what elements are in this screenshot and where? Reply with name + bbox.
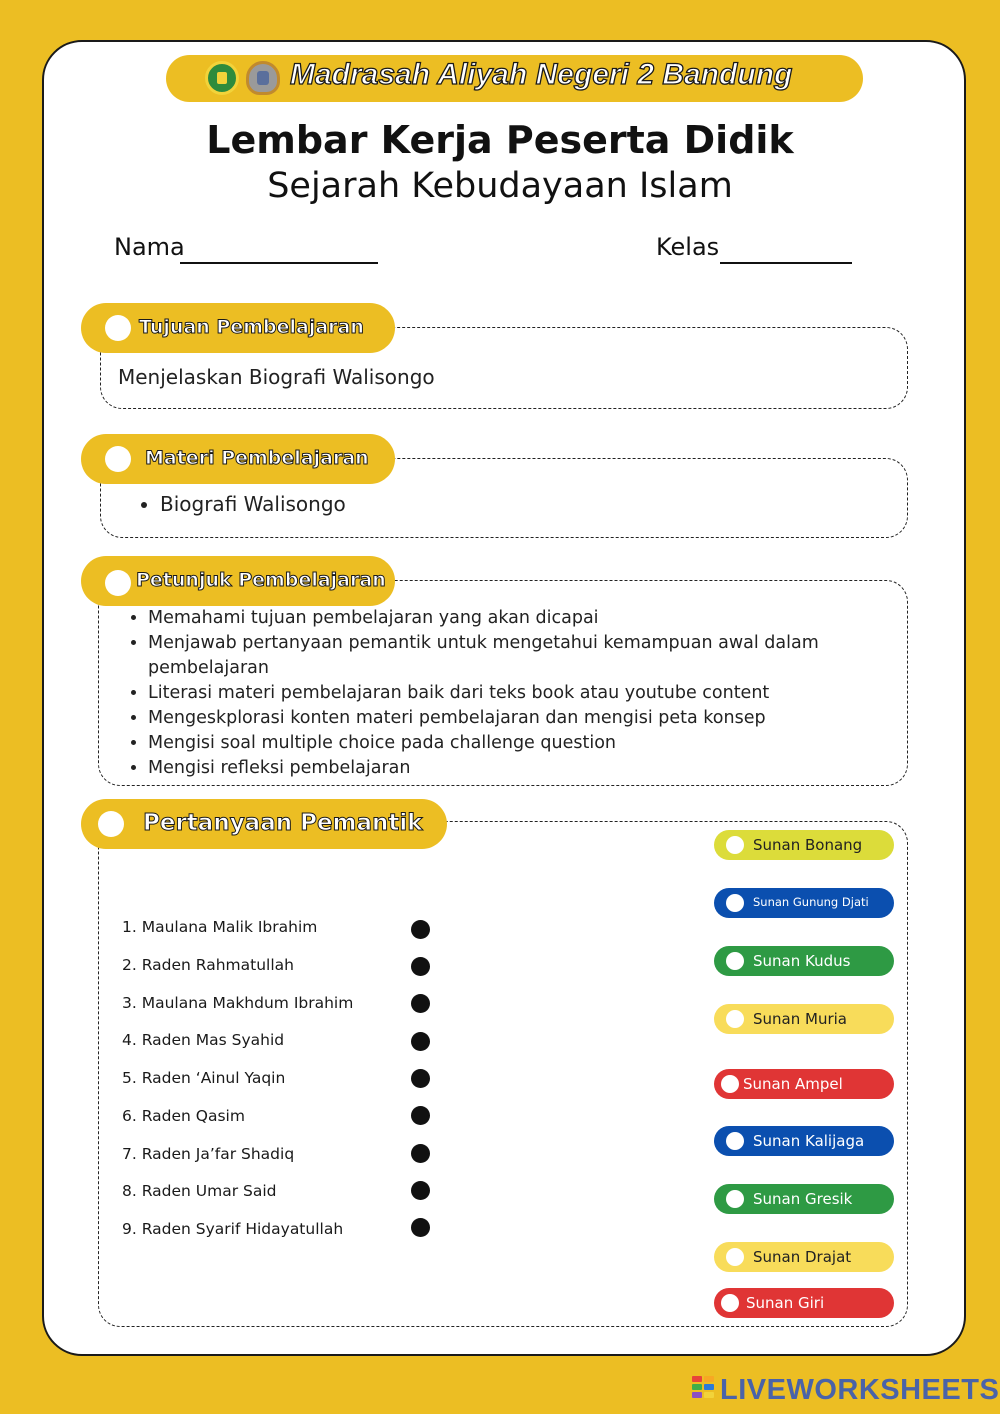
answer-pill[interactable] <box>714 946 894 976</box>
answer-pill[interactable] <box>714 830 894 860</box>
list-item: • Biografi Walisongo <box>160 490 346 518</box>
list-item: • Menjawab pertanyaan pemantik untuk mengetahui kemampuan awal dalam pembelajaran <box>148 631 848 681</box>
question-connector-dot[interactable] <box>411 994 430 1013</box>
instructions-tab <box>81 556 395 606</box>
question-connector-dot[interactable] <box>411 1106 430 1125</box>
list-item: • Mengisi soal multiple choice pada challenge question <box>148 731 848 756</box>
kemenag-logo-icon <box>205 61 239 95</box>
question-item: 3. Maulana Makhdum Ibrahim <box>122 994 354 1012</box>
question-item: 4. Raden Mas Syahid <box>122 1031 285 1049</box>
answer-label: Sunan Gunung Djati <box>753 895 869 909</box>
class-label: Kelas <box>656 233 720 261</box>
questions-dot-icon <box>98 811 124 837</box>
instructions-label: Petunjuk Pembelajaran <box>136 569 386 591</box>
brand-name: LIVEWORKSHEETS <box>720 1374 1000 1406</box>
question-connector-dot[interactable] <box>411 1032 430 1051</box>
answer-label: Sunan Bonang <box>753 836 863 854</box>
page-title: Lembar Kerja Peserta Didik <box>206 118 794 162</box>
answer-label: Sunan Drajat <box>753 1248 852 1266</box>
answer-label: Sunan Kalijaga <box>753 1132 865 1150</box>
answer-connector-dot[interactable] <box>726 1010 744 1028</box>
answer-pill[interactable] <box>714 1288 894 1318</box>
question-connector-dot[interactable] <box>411 1144 430 1163</box>
answer-connector-dot[interactable] <box>726 1248 744 1266</box>
objectives-tab <box>81 303 395 353</box>
answer-connector-dot[interactable] <box>721 1075 739 1093</box>
objectives-dot-icon <box>105 315 131 341</box>
instructions-list <box>148 606 848 781</box>
question-connector-dot[interactable] <box>411 1069 430 1088</box>
material-label: Materi Pembelajaran <box>145 447 369 469</box>
question-item: 5. Raden ‘Ainul Yaqin <box>122 1069 286 1087</box>
answer-label: Sunan Ampel <box>743 1075 843 1093</box>
objectives-text: Menjelaskan Biografi Walisongo <box>118 365 435 389</box>
answer-connector-dot[interactable] <box>726 1190 744 1208</box>
objectives-label: Tujuan Pembelajaran <box>139 316 364 338</box>
answer-pill[interactable] <box>714 1126 894 1156</box>
list-item: • Mengeskplorasi konten materi pembelajaran dan mengisi peta konsep <box>148 706 848 731</box>
answer-pill[interactable] <box>714 1004 894 1034</box>
question-connector-dot[interactable] <box>411 1218 430 1237</box>
name-field[interactable] <box>180 262 378 264</box>
answer-label: Sunan Gresik <box>753 1190 853 1208</box>
answer-pill[interactable] <box>714 1069 894 1099</box>
question-connector-dot[interactable] <box>411 1181 430 1200</box>
answer-connector-dot[interactable] <box>726 894 744 912</box>
question-item: 8. Raden Umar Said <box>122 1182 277 1200</box>
list-item: • Literasi materi pembelajaran baik dari teks book atau youtube content <box>148 681 848 706</box>
answer-pill[interactable] <box>714 1242 894 1272</box>
question-item: 2. Raden Rahmatullah <box>122 956 294 974</box>
answer-connector-dot[interactable] <box>726 1132 744 1150</box>
answer-label: Sunan Muria <box>753 1010 847 1028</box>
list-item: • Memahami tujuan pembelajaran yang akan dicapai <box>148 606 848 631</box>
answer-label: Sunan Kudus <box>753 952 851 970</box>
questions-label: Pertanyaan Pemantik <box>143 810 423 836</box>
school-name: Madrasah Aliyah Negeri 2 Bandung <box>290 58 793 91</box>
material-dot-icon <box>105 446 131 472</box>
question-item: 9. Raden Syarif Hidayatullah <box>122 1220 344 1238</box>
question-item: 1. Maulana Malik Ibrahim <box>122 918 318 936</box>
material-list <box>160 490 346 518</box>
liveworksheets-logo-icon <box>692 1376 716 1402</box>
name-label: Nama <box>114 233 185 261</box>
answer-pill[interactable] <box>714 1184 894 1214</box>
question-item: 7. Raden Ja’far Shadiq <box>122 1145 295 1163</box>
answer-label: Sunan Giri <box>746 1294 825 1312</box>
material-tab <box>81 434 395 484</box>
page-subtitle: Sejarah Kebudayaan Islam <box>267 166 733 206</box>
school-emblem-icon <box>246 61 280 95</box>
answer-connector-dot[interactable] <box>726 836 744 854</box>
question-item: 6. Raden Qasim <box>122 1107 245 1125</box>
questions-tab <box>81 799 447 849</box>
answer-connector-dot[interactable] <box>721 1294 739 1312</box>
list-item: • Mengisi refleksi pembelajaran <box>148 756 848 781</box>
answer-connector-dot[interactable] <box>726 952 744 970</box>
class-field[interactable] <box>720 262 852 264</box>
instructions-dot-icon <box>105 570 131 596</box>
question-connector-dot[interactable] <box>411 957 430 976</box>
question-connector-dot[interactable] <box>411 920 430 939</box>
answer-pill[interactable] <box>714 888 894 918</box>
